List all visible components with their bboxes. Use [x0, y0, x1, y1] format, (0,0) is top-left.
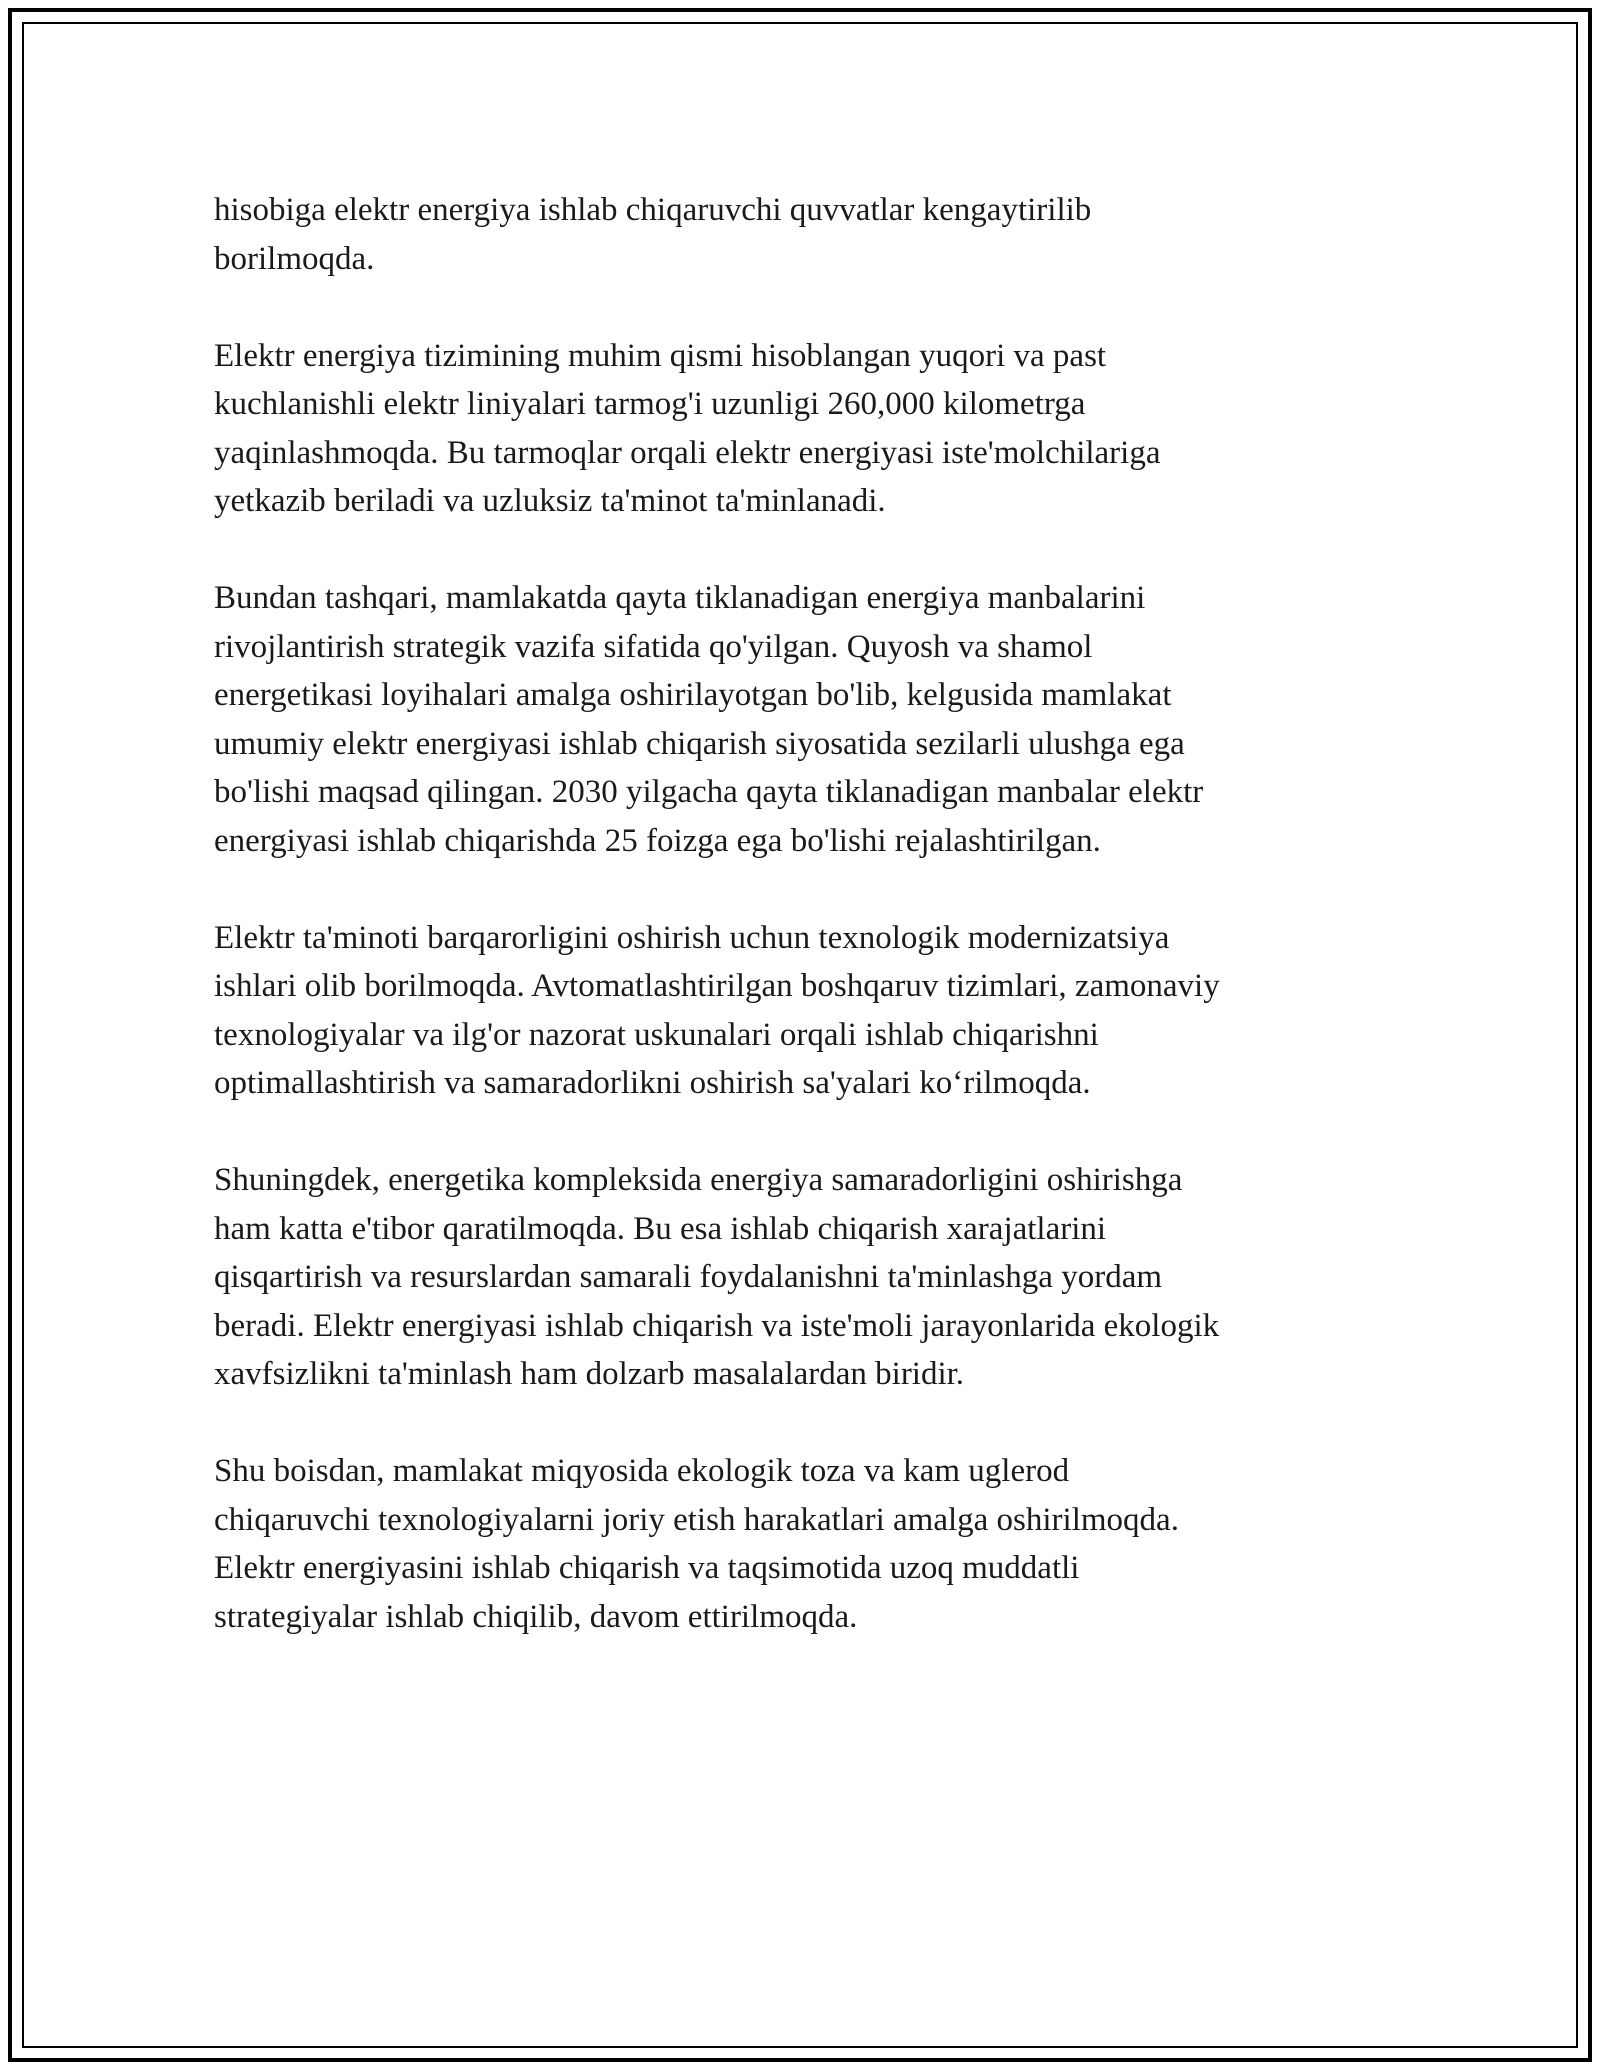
text-line: Elektr energiyasini ishlab chiqarish va taqsimotida uzoq muddatli — [214, 1550, 1080, 1586]
text-line: Elektr ta'minoti barqarorligini oshirish uchun texnologik modernizatsiya — [214, 919, 1170, 956]
text-line: energetikasi loyihalari amalga oshirilayotgan bo'lib, kelgusida mamlakat — [214, 677, 1172, 713]
document-body — [214, 186, 1374, 1690]
text-line: yetkazib beriladi va uzluksiz ta'minot ta'minlanadi. — [214, 483, 886, 519]
text-line: yaqinlashmoqda. Bu tarmoqlar orqali elektr energiyasi iste'molchilariga — [214, 434, 1161, 471]
text-line: kuchlanishli elektr liniyalari tarmog'i uzunligi 260,000 kilometrga — [214, 386, 1086, 422]
paragraph-4 — [214, 914, 1374, 1108]
paragraph-5 — [214, 1156, 1374, 1399]
text-line: borilmoqda. — [214, 240, 375, 277]
text-line: ishlari olib borilmoqda. Avtomatlashtirilgan boshqaruv tizimlari, zamonaviy — [214, 968, 1220, 1004]
text-line: energiyasi ishlab chiqarishda 25 foizga ega bo'lishi rejalashtirilgan. — [214, 822, 1101, 859]
text-line: Bundan tashqari, mamlakatda qayta tiklanadigan energiya manbalarini — [214, 580, 1146, 616]
text-line: chiqaruvchi texnologiyalarni joriy etish harakatlari amalga oshirilmoqda. — [214, 1501, 1179, 1538]
text-line: bo'lishi maqsad qilingan. 2030 yilgacha qayta tiklanadigan manbalar elektr — [214, 774, 1204, 810]
paragraph-3 — [214, 574, 1374, 865]
text-line: optimallashtirish va samaradorlikni oshirish sa'yalari ko‘rilmoqda. — [214, 1065, 1091, 1101]
text-line: Elektr energiya tizimining muhim qismi hisoblangan yuqori va past — [214, 337, 1107, 374]
text-line: Shuningdek, energetika kompleksida energiya samaradorligini oshirishga — [214, 1162, 1183, 1198]
paragraph-1 — [214, 186, 1374, 283]
text-line: umumiy elektr energiyasi ishlab chiqarish siyosatida sezilarli ulushga ega — [214, 725, 1185, 762]
text-line: texnologiyalar va ilg'or nazorat uskunalari orqali ishlab chiqarishni — [214, 1016, 1099, 1053]
text-line: xavfsizlikni ta'minlash ham dolzarb masalalardan biridir. — [214, 1356, 965, 1392]
text-line: rivojlantirish strategik vazifa sifatida qo'yilgan. Quyosh va shamol — [214, 628, 1093, 665]
text-line: strategiyalar ishlab chiqilib, davom ettirilmoqda. — [214, 1598, 858, 1635]
text-line: beradi. Elektr energiyasi ishlab chiqarish va iste'moli jarayonlarida ekologik — [214, 1307, 1220, 1344]
paragraph-6 — [214, 1447, 1374, 1641]
paragraph-2 — [214, 332, 1374, 526]
text-line: ham katta e'tibor qaratilmoqda. Bu esa ishlab chiqarish xarajatlarini — [214, 1210, 1107, 1247]
text-line: hisobiga elektr energiya ishlab chiqaruvchi quvvatlar kengaytirilib — [214, 192, 1092, 228]
text-line: Shu boisdan, mamlakat miqyosida ekologik toza va kam uglerod — [214, 1453, 1070, 1489]
text-line: qisqartirish va resurslardan samarali foydalanishni ta'minlashga yordam — [214, 1259, 1163, 1295]
